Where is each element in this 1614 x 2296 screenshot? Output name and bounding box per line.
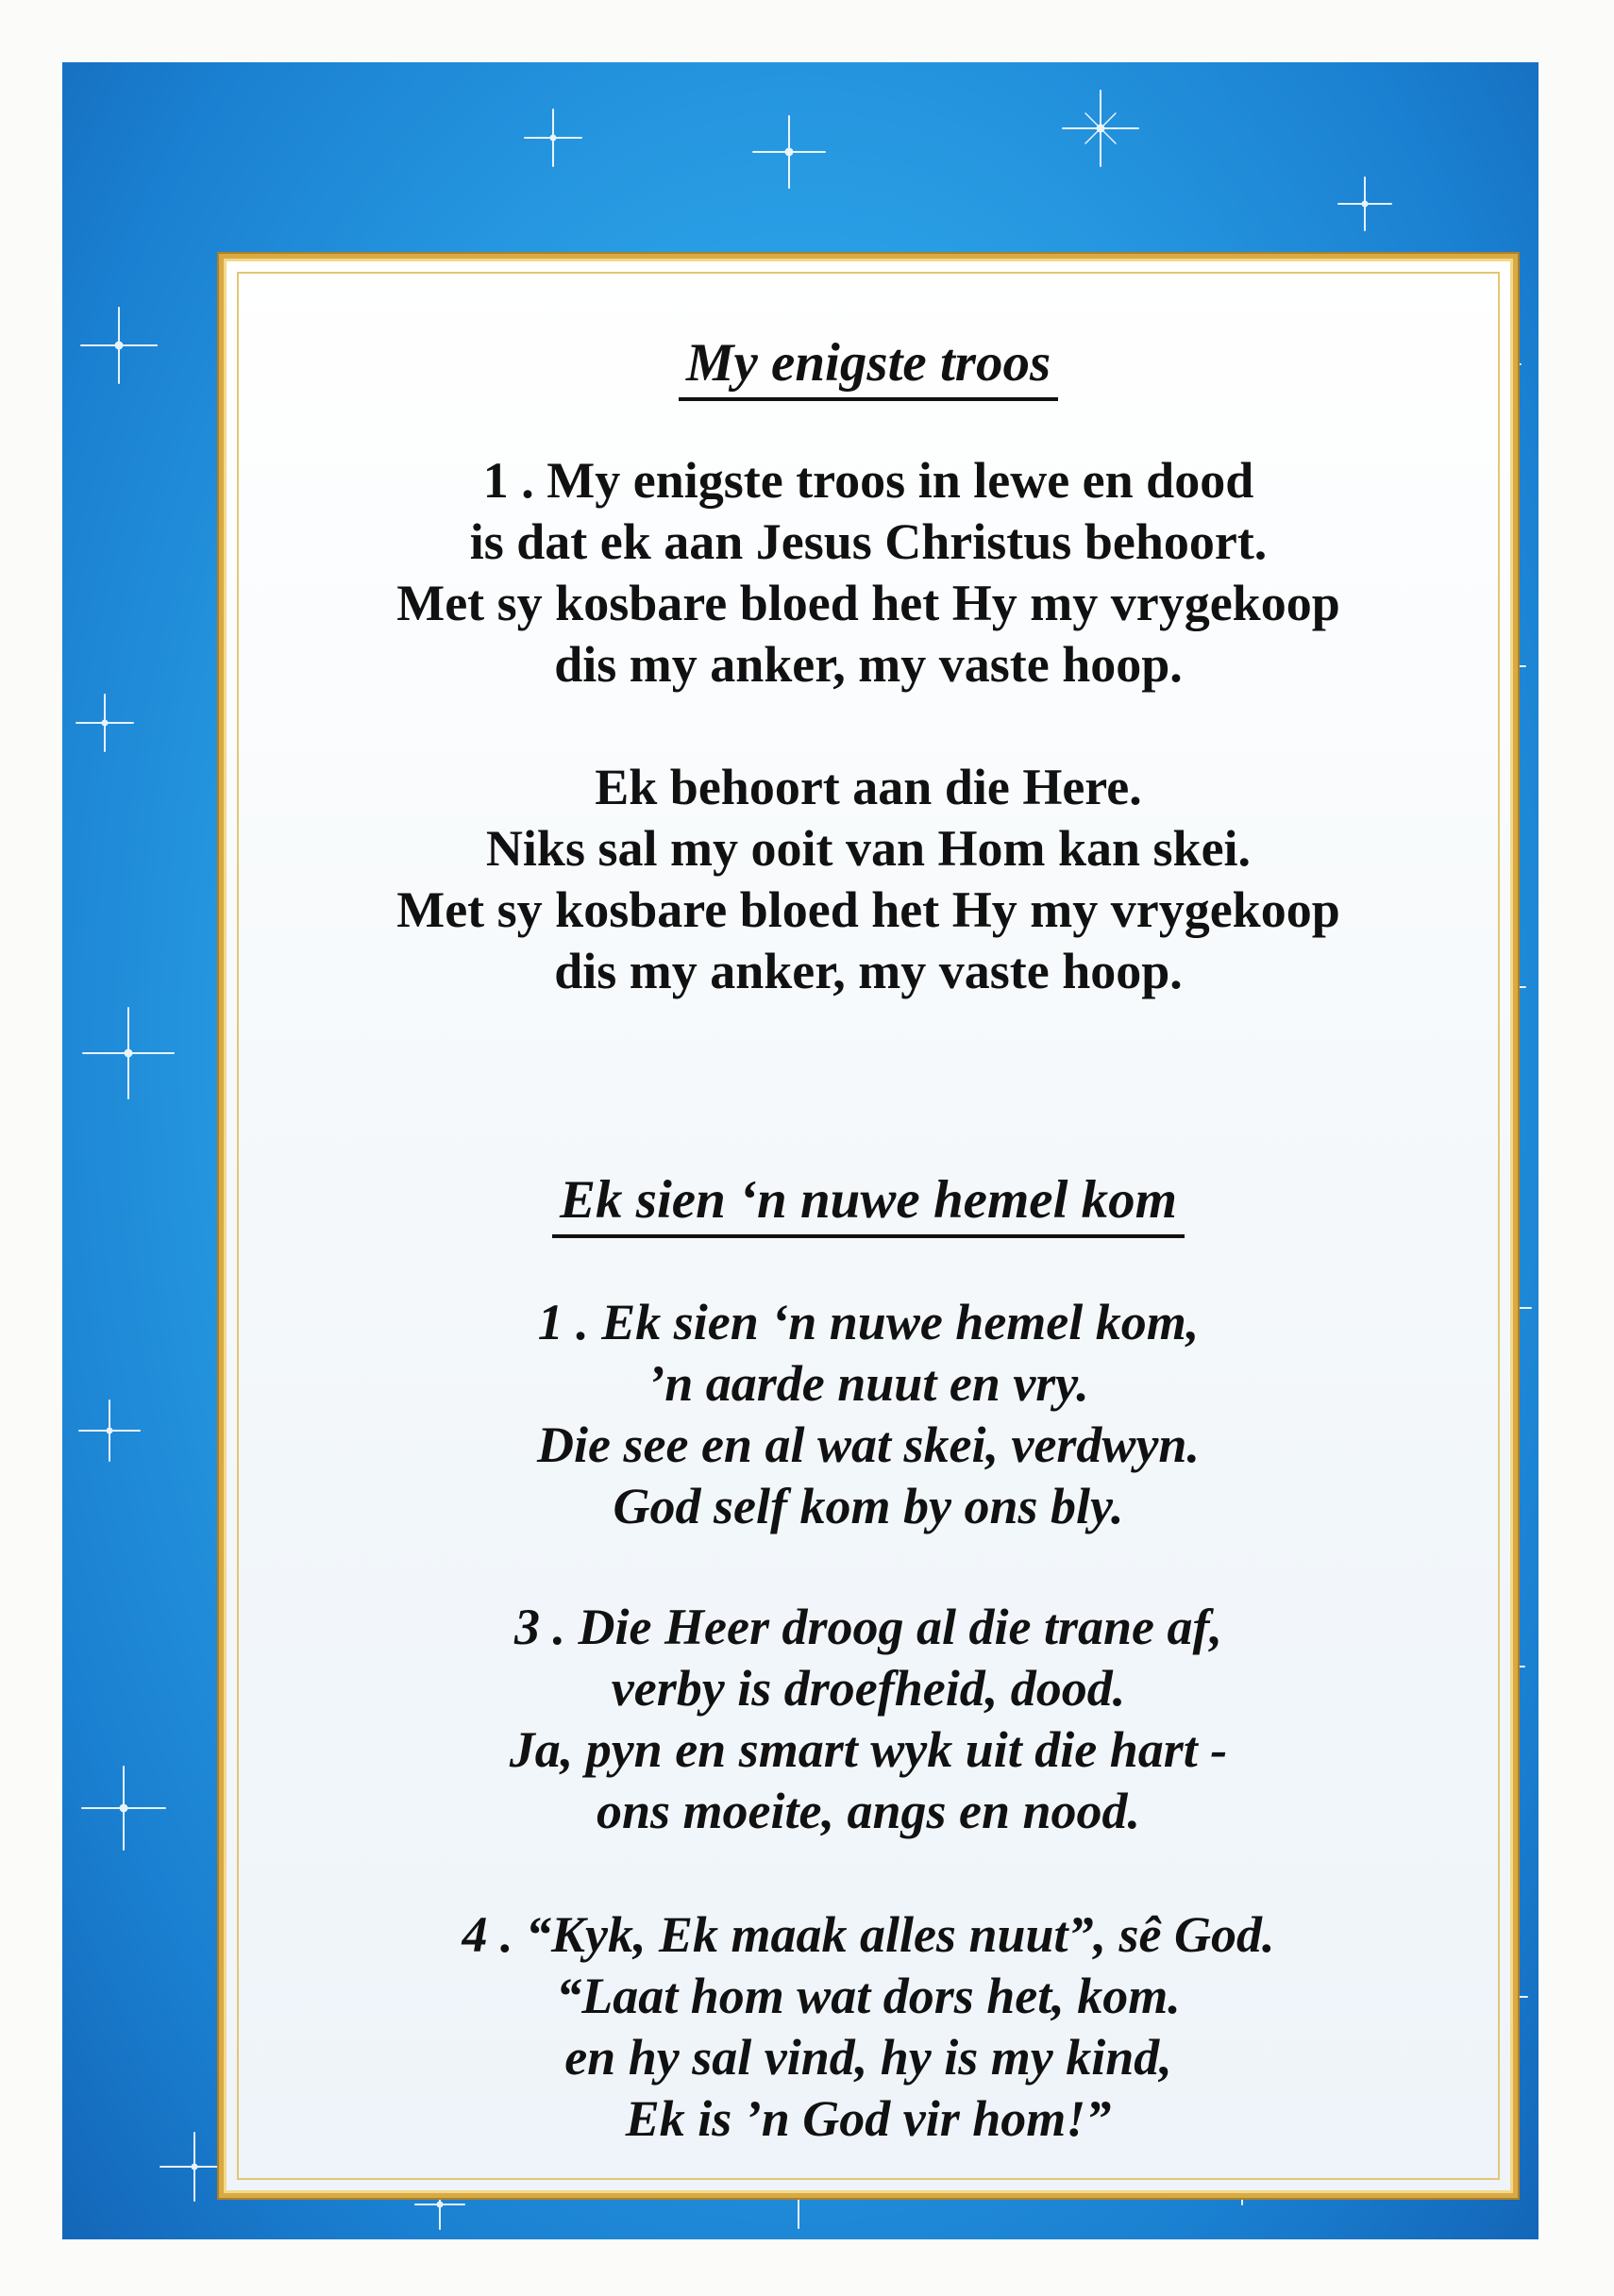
verse-line: Ek behoort aan die Here.: [595, 759, 1142, 815]
verse-line: Niks sal my ooit van Hom kan skei.: [485, 820, 1252, 877]
verse-line: Met sy kosbare bloed het Hy my vrygekoop: [396, 575, 1340, 631]
verse-line: en hy sal vind, hy is my kind,: [564, 2029, 1172, 2086]
song2-stanza3: [224, 1597, 1513, 1842]
verse-line: Met sy kosbare bloed het Hy my vrygekoop: [396, 881, 1340, 938]
song1-chorus: [224, 757, 1513, 1002]
song2-stanza1: [224, 1292, 1513, 1537]
verse-line: 4 . “Kyk, Ek maak alles nuut”, sê God.: [462, 1906, 1275, 1963]
blue-sparkle-frame: [62, 62, 1538, 2239]
song1-title-text: My enigste troos: [679, 332, 1058, 401]
verse-line: 1 . Ek sien ‘n nuwe hemel kom,: [537, 1294, 1200, 1350]
song2-stanza4: [224, 1904, 1513, 2150]
verse-line: Die see en al wat skei, verdwyn.: [537, 1416, 1200, 1473]
verse-line: is dat ek aan Jesus Christus behoort.: [469, 513, 1268, 570]
verse-line: Ja, pyn en smart wyk uit die hart -: [509, 1721, 1228, 1778]
verse-line: Ek is ’n God vir hom!”: [625, 2090, 1112, 2147]
verse-line: ’n aarde nuut en vry.: [647, 1355, 1089, 1412]
song2-title-text: Ek sien ‘n nuwe hemel kom: [552, 1169, 1185, 1238]
verse-line: dis my anker, my vaste hoop.: [554, 636, 1183, 693]
song2-title: [224, 1169, 1513, 1238]
song1-stanza1: [224, 450, 1513, 696]
verse-line: 3 . Die Heer droog al die trane af,: [514, 1599, 1222, 1655]
verse-line: God self kom by ons bly.: [613, 1478, 1124, 1534]
verse-line: ons moeite, angs en nood.: [596, 1783, 1141, 1839]
song1-title: [224, 332, 1513, 401]
verse-line: verby is droefheid, dood.: [611, 1660, 1126, 1717]
text-panel: [219, 254, 1518, 2198]
verse-line: dis my anker, my vaste hoop.: [554, 943, 1183, 999]
verse-line: 1 . My enigste troos in lewe en dood: [482, 452, 1254, 509]
verse-line: “Laat hom wat dors het, kom.: [556, 1968, 1181, 2024]
